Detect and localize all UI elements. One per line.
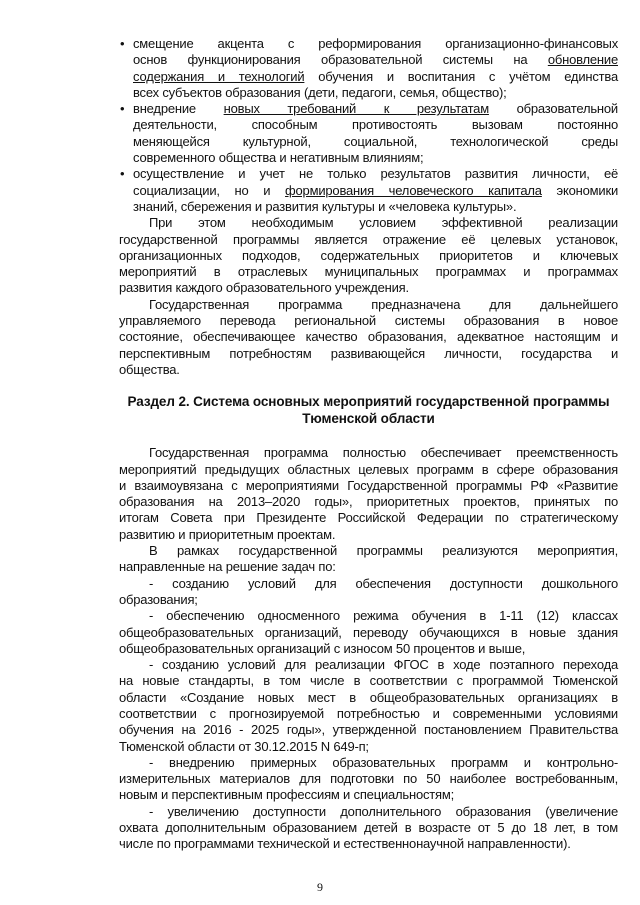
text-line: - созданию условий для обеспечения доступности дошкольного [149, 575, 618, 591]
bullet-marker: • [120, 166, 125, 182]
text-segment: осуществление и учет не только результатов развития личности, её [133, 166, 618, 182]
text-line: и взаимоувязана с мероприятиями Государственной программы РФ «Развитие [119, 477, 618, 493]
text-line: направленные на решение задач по: [119, 559, 336, 575]
bullet-item [120, 101, 618, 166]
text-line: государственной программы является отражение её целевых установок, [119, 231, 618, 247]
text-line [133, 134, 618, 150]
text-segment: основ функционирования образовательной системы на [133, 52, 548, 68]
paragraph [119, 657, 618, 755]
text-segment: смещение акцента с реформирования организационно-финансовых [133, 36, 618, 51]
text-line [133, 69, 618, 85]
text-line: общеобразовательных организаций с износом 50 процентов и выше, [119, 640, 526, 656]
text-line: области «Создание новых мест в общеобразовательных организациях в [119, 689, 618, 705]
section-heading-line-2: Тюменской области [302, 410, 435, 426]
text-line: Тюменской области от 30.12.2015 N 649-п; [119, 738, 369, 754]
text-line: общества. [119, 361, 180, 377]
underlined-phrase: содержания и технологий [133, 68, 305, 84]
paragraph [119, 608, 618, 657]
text-line: - внедрению примерных образовательных программ и контрольно- [149, 754, 618, 770]
text-line [133, 36, 618, 52]
text-segment: внедрение [133, 101, 224, 117]
paragraph [119, 215, 618, 296]
section-heading [119, 394, 618, 427]
text-line: развитию и приоритетным проектам. [119, 526, 336, 542]
text-line: развития каждого образовательного учреждения. [119, 280, 409, 296]
text-line: на новые стандарты, в том числе в соответствии с программой Тюменской [119, 673, 618, 689]
underlined-phrase: формирования человеческого капитала [285, 182, 542, 198]
paragraph [119, 297, 618, 378]
text-segment: меняющейся культурной, социальной, технологической среды [133, 133, 618, 149]
text-line [133, 117, 618, 133]
bullet-marker: • [120, 36, 125, 51]
text-segment: социализации, но и [133, 182, 286, 198]
text-line: - увеличению доступности дополнительного образования (увеличение [149, 803, 618, 819]
text-segment: всех субъектов образования (дети, педагоги, семья, общество); [133, 84, 507, 100]
text-line [133, 101, 618, 117]
text-line: новым и перспективным профессиям и специальностям; [119, 787, 455, 803]
paragraph [119, 804, 618, 853]
text-line: образования на 2013–2020 годы», приоритетных проектов, принятых по [119, 494, 618, 510]
bullet-item [120, 166, 619, 215]
text-segment: экономики [541, 182, 619, 198]
text-segment: современного общества и негативным влияниям; [133, 150, 424, 166]
text-line: Государственная программа полностью обеспечивает преемственность [149, 445, 618, 461]
text-segment: образовательной [488, 101, 618, 117]
section-body [119, 445, 618, 852]
text-line: В рамках государственной программы реализуются мероприятия, [149, 543, 618, 559]
text-line: состояние, обеспечивающее качество образования, адекватное настоящим и [119, 329, 618, 345]
text-line [133, 52, 618, 68]
bullet-item [120, 36, 619, 101]
section-heading-line-1: Раздел 2. Система основных мероприятий государственной программы [127, 394, 610, 410]
text-line: образования; [119, 591, 198, 607]
text-line: общеобразовательных организаций, переводу обучающихся в новые здания [119, 624, 618, 640]
intro-text [119, 215, 618, 378]
text-line: итогам Совета при Президенте Российской Федерации по стратегическому [119, 510, 618, 526]
paragraph [119, 576, 618, 609]
text-line: обучения на 2016 - 2025 годы», утвержденной постановлением Правительства [119, 722, 618, 738]
text-line: управляемого перевода региональной системы образования в новое [119, 313, 618, 329]
text-line [133, 166, 618, 182]
text-line [133, 150, 618, 166]
text-line: При этом необходимым условием эффективной реализации [149, 215, 618, 231]
text-line: Государственная программа предназначена для дальнейшего [149, 296, 618, 312]
paragraph [119, 755, 618, 804]
text-line: - обеспечению односменного режима обучения в 1-11 (12) классах [149, 608, 618, 624]
text-line: числе по программами технической и естественнонаучной направленности). [119, 836, 571, 852]
text-line [133, 199, 618, 215]
text-line: перспективным потребностям развивающейся личности, государства и [119, 345, 618, 361]
text-line [133, 85, 618, 101]
text-line: - созданию условий для реализации ФГОС в ходе поэтапного перехода [149, 657, 618, 673]
text-line: мероприятий предыдущих областных целевых программ в сфере образования [119, 461, 618, 477]
text-segment: обучения и воспитания с учётом единства [304, 68, 619, 84]
underlined-phrase: обновление [547, 52, 618, 68]
text-line: измерительных материалов для подготовки по 50 наиболее востребованным, [119, 771, 618, 787]
bullet-marker: • [120, 101, 125, 117]
paragraph [119, 445, 618, 543]
page-number: 9 [317, 880, 323, 894]
underlined-phrase: новых требований к результатам [223, 101, 489, 117]
text-line: охвата дополнительным образованием детей в возрасте от 5 до 18 лет, в том [119, 820, 618, 836]
text-line [133, 183, 618, 199]
bullet-list [119, 36, 618, 215]
text-segment: знаний, сбережения и развития культуры и «человека культуры». [133, 198, 517, 214]
text-line: соответствии с прогнозируемой потребностью и современными условиями [119, 705, 618, 721]
paragraph [119, 543, 618, 576]
text-line: мероприятий в отраслевых муниципальных программах и программах [119, 264, 618, 280]
text-segment: деятельности, способным противостоять вызовам постоянно [133, 117, 618, 133]
text-line: организационных подходов, содержательных приоритетов и ключевых [119, 247, 618, 263]
